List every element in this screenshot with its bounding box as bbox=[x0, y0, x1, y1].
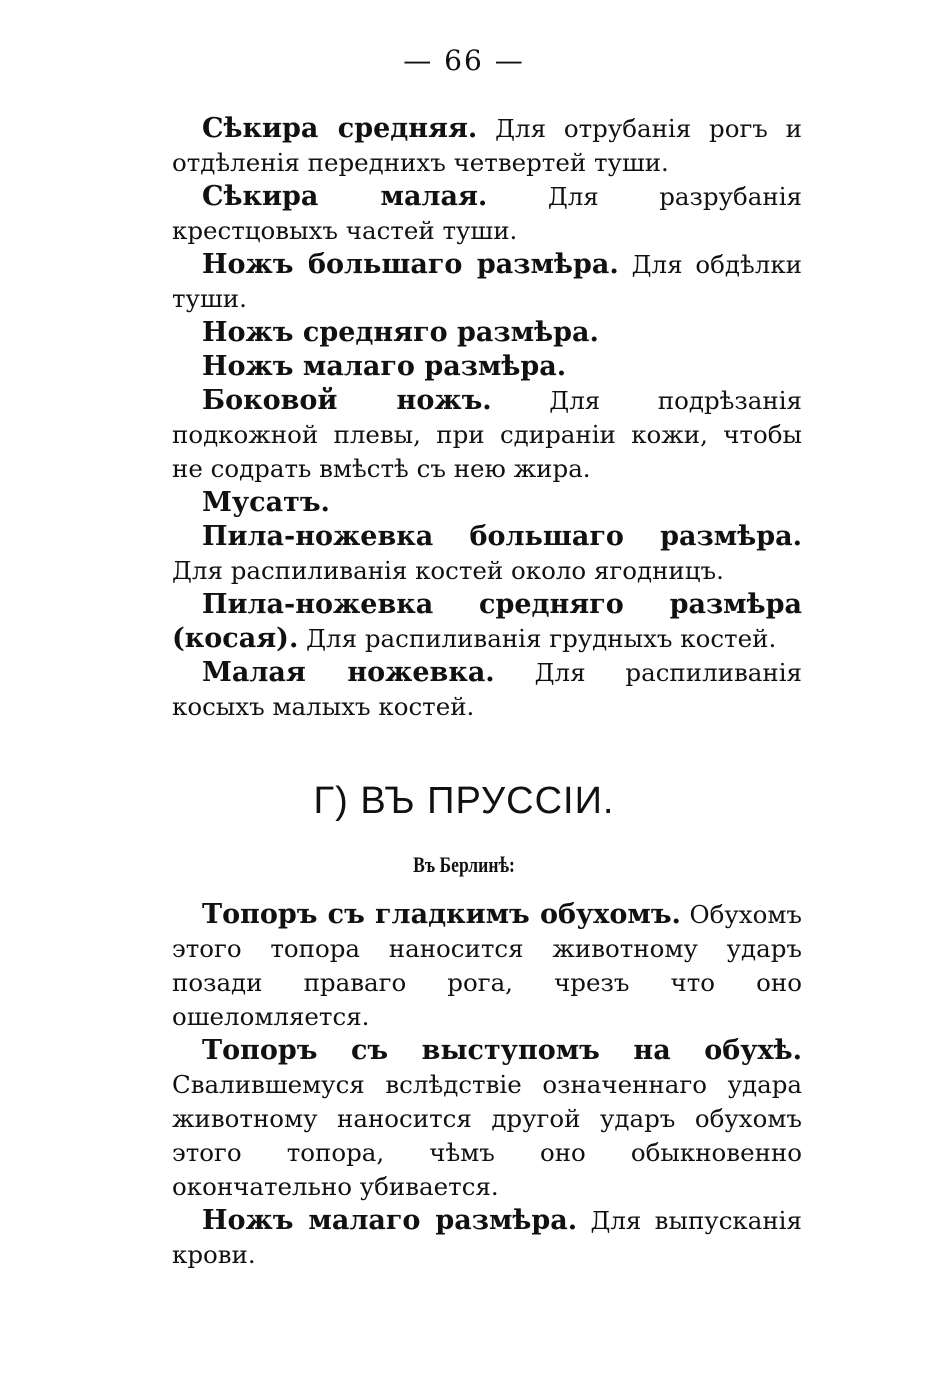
entry-text: Для обдѣлки туши. bbox=[172, 250, 802, 313]
entry-text: Для разрубанія крестцовыхъ частей туши. bbox=[172, 182, 802, 245]
entry-nozh-sredniy bbox=[172, 316, 802, 350]
entry-text: Для распиливанія грудныхъ костей. bbox=[298, 624, 777, 653]
entry-term: Малая ножевка. bbox=[202, 657, 495, 688]
entry-text: Для подрѣзанія подкожной плевы, при сдираніи кожи, чтобы не содрать вмѣстѣ съ нею жира. bbox=[172, 386, 802, 483]
section-1-entries bbox=[172, 112, 802, 724]
entry-term: Сѣкира малая. bbox=[202, 181, 488, 212]
entry-text: Обухомъ этого топора наносится животному ударъ позади праваго рога, чрезъ что оно ошеломляется. bbox=[172, 900, 802, 1031]
entry-term: Ножъ средняго размѣра. bbox=[202, 317, 599, 348]
section-2-entries bbox=[172, 898, 802, 1272]
entry-bokovoy-nozh bbox=[172, 384, 802, 486]
page-number: — 66 — bbox=[403, 44, 525, 77]
entry-term: Ножъ малаго размѣра. bbox=[202, 1205, 578, 1236]
entry-text: Для распиливанія костей около ягодницъ. bbox=[172, 556, 724, 585]
entry-term: Ножъ большаго размѣра. bbox=[202, 249, 619, 280]
section-heading: Г) ВЪ ПРУССІИ. bbox=[313, 780, 615, 822]
entry-text: Для выпусканія крови. bbox=[172, 1206, 802, 1269]
entry-term: Топоръ съ гладкимъ обухомъ. bbox=[202, 899, 681, 930]
entry-term: Топоръ съ выступомъ на обухѣ. bbox=[202, 1035, 802, 1066]
entry-musat bbox=[172, 486, 802, 520]
entry-sekira-srednyaya bbox=[172, 112, 802, 180]
entry-term: Мусатъ. bbox=[202, 487, 330, 518]
entry-term: Сѣкира средняя. bbox=[202, 113, 478, 144]
entry-term: Ножъ малаго размѣра. bbox=[202, 351, 567, 382]
entry-term: Пила-ножевка средняго размѣра (косая). bbox=[172, 589, 802, 654]
entry-text: Для распиливанія косыхъ малыхъ костей. bbox=[172, 658, 802, 721]
entry-sekira-malaya bbox=[172, 180, 802, 248]
entry-topor-gladkiy bbox=[172, 898, 802, 1034]
entry-pila-srednyaya bbox=[172, 588, 802, 656]
entry-text: Для отрубанія рогъ и отдѣленія переднихъ четвертей туши. bbox=[172, 114, 802, 177]
entry-nozh-maliy-berlin bbox=[172, 1204, 802, 1272]
entry-malaya-nozhevka bbox=[172, 656, 802, 724]
entry-text: Свалившемуся вслѣдствіе означеннаго удара животному наносится другой ударъ обухомъ этого топора, чѣмъ оно обыкновенно окончательно убивается. bbox=[172, 1070, 802, 1201]
entry-topor-vystup bbox=[172, 1034, 802, 1204]
entry-nozh-maliy bbox=[172, 350, 802, 384]
section-subheading: Въ Берлинѣ: bbox=[413, 852, 515, 877]
entry-term: Пила-ножевка большаго размѣра. bbox=[202, 521, 802, 552]
entry-term: Боковой ножъ. bbox=[202, 385, 492, 416]
entry-pila-bolshaya bbox=[172, 520, 802, 588]
entry-nozh-bolshoy bbox=[172, 248, 802, 316]
